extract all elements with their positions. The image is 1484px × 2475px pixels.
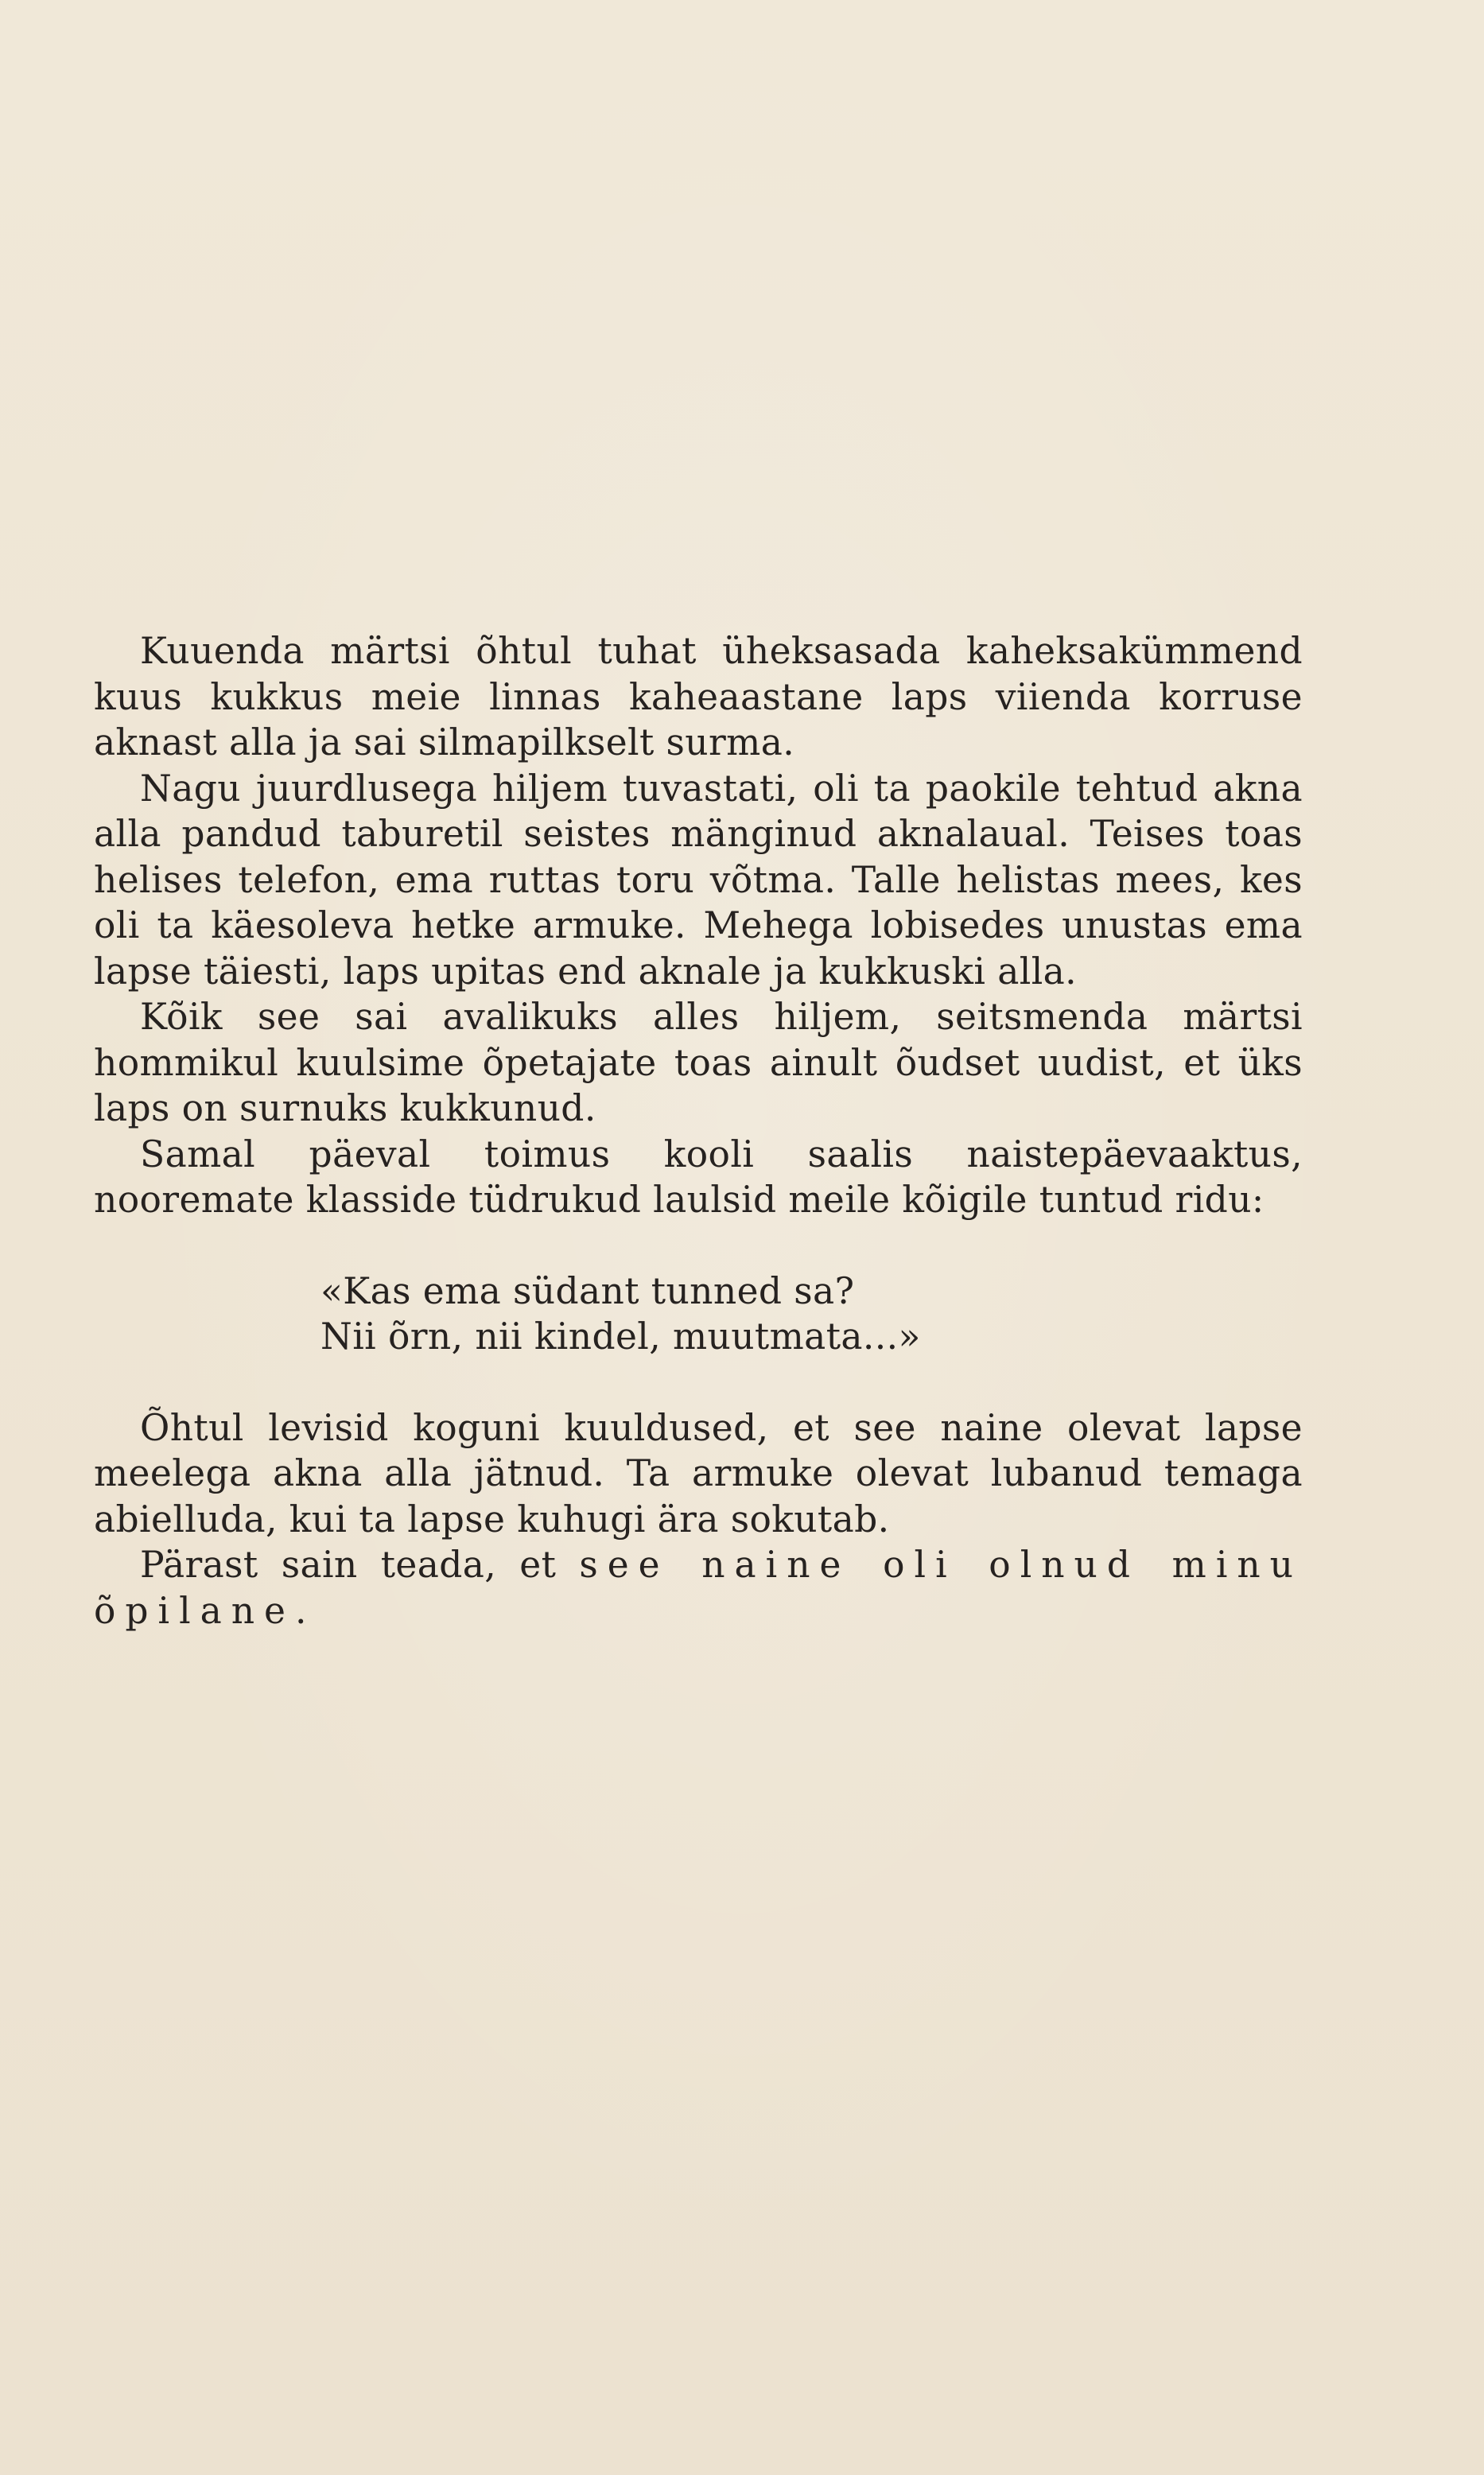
spaced-emphasis-text: see naine oli olnud minu õpilane: [94, 1544, 1303, 1632]
paragraph-2: Nagu juurdlusega hiljem tuvastati, oli ta paokile tehtud akna alla pandud taburetil seistes mänginud aknalaual. Teises toas helises telefon, ema ruttas toru võtma. Talle helistas mees, kes oli ta käesoleva hetke armuke. Mehega lobisedes unustas ema lapse täiesti, laps upitas end aknale ja kukkuski alla.: [94, 767, 1303, 993]
paragraph-6-end: .: [294, 1589, 307, 1632]
poem-line-1: «Kas ema südant tunned sa?: [320, 1269, 855, 1312]
paragraph-3: Kõik see sai avalikuks alles hiljem, seitsmenda märtsi hommikul kuulsime õpetajate toas ainult õudset uudist, et üks laps on surnuks kukkunud.: [94, 996, 1303, 1129]
paragraph-5: Õhtul levisid koguni kuuldused, et see naine olevat lapse meelega akna alla jätnud. Ta armuke olevat lubanud temaga abielluda, kui ta lapse kuhugi ära sokutab.: [94, 1406, 1303, 1541]
quoted-poem: [320, 1269, 1303, 1360]
paragraph-6-start: Pärast sain teada, et: [140, 1544, 580, 1586]
paragraph-1: Kuuenda märtsi õhtul tuhat üheksasada kaheksakümmend kuus kukkus meie linnas kaheaastane laps viienda korruse aknast alla ja sai silmapilkselt surma.: [94, 630, 1303, 763]
paragraph-4: Samal päeval toimus kooli saalis naistepäevaaktus, nooremate klasside tüdrukud laulsid meile kõigile tuntud ridu:: [94, 1133, 1303, 1221]
body-text: [94, 628, 1303, 1634]
paragraph-6: [94, 1542, 1303, 1634]
poem-line-2: Nii õrn, nii kindel, muutmata...»: [320, 1315, 921, 1358]
